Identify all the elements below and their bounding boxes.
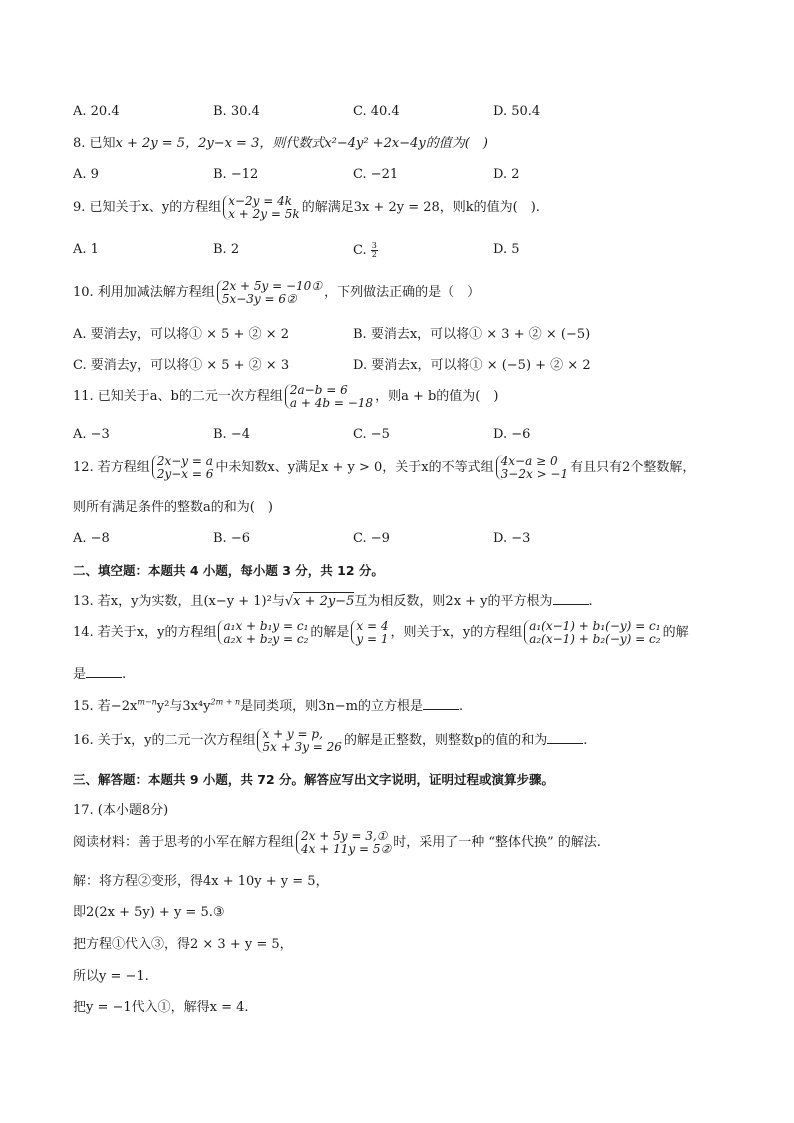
q9-option-a: A. 1 <box>73 242 99 257</box>
q17-step-3: 把方程①代入③，得2 × 3 + y = 5， <box>73 937 293 952</box>
q12-option-a: A. −8 <box>73 531 110 546</box>
q8-option-c: C. −21 <box>353 167 399 182</box>
q14-answer-blank[interactable] <box>86 665 122 678</box>
q13-answer-blank[interactable] <box>553 592 589 605</box>
q14-solution: x = 4 y = 1 <box>351 620 388 645</box>
q17-system: 2x + 5y = 3,① 4x + 11y = 5② <box>296 830 391 855</box>
q11-stem: 11. 已知关于a、b的二元一次方程组 2a−b = 6 a + 4b = −18 ，则a + b的值为( ) <box>73 383 499 410</box>
q16-answer-blank[interactable] <box>547 731 583 744</box>
q10-options-row2 <box>73 354 733 373</box>
q17-title: 17. (本小题8分) <box>73 803 169 818</box>
q9-system: x−2y = 4k x + 2y = 5k <box>223 195 299 220</box>
q9-c-fraction: $\frac{3}{2}$ <box>371 241 377 259</box>
q7-options <box>73 104 733 119</box>
q11-option-b: B. −4 <box>213 427 250 442</box>
q11-system: 2a−b = 6 a + 4b = −18 <box>285 384 373 409</box>
q12-option-b: B. −6 <box>213 531 250 546</box>
q11-options <box>73 427 733 442</box>
q8-option-a: A. 9 <box>73 167 99 182</box>
q13-stem: 13. 若x，y为实数，且(x−y + 1)²与√x + 2y−5互为相反数，则2x + y的平方根为 . <box>73 594 593 609</box>
q10-stem: 10. 利用加减法解方程组 2x + 5y = −10① 5x−3y = 6② ，下列做法正确的是（ ） <box>73 279 481 306</box>
q7-option-d: D. 50.4 <box>493 104 541 119</box>
q11-option-a: A. −3 <box>73 427 110 442</box>
q10-option-b: B. 要消去x，可以将① × 3 + ② × (−5) <box>353 327 591 342</box>
q7-option-c: C. 40.4 <box>353 104 400 119</box>
q9-option-b: B. 2 <box>213 242 240 257</box>
q7-option-a: A. 20.4 <box>73 104 120 119</box>
q12-option-d: D. −3 <box>493 531 531 546</box>
q9-option-c: C. $\frac{3}{2}$ <box>353 241 377 259</box>
q16-stem: 16. 关于x，y的二元一次方程组 x + y = p, 5x + 3y = 26 的解是正整数，则整数p的值的和为 . <box>73 727 588 754</box>
q12-options <box>73 531 733 546</box>
q17-step-5: 把y = −1代入①，解得x = 4. <box>73 1000 249 1015</box>
q12-system: 2x−y = a 2y−x = 6 <box>152 455 214 480</box>
q8-option-b: B. −12 <box>213 167 259 182</box>
q8-options <box>73 167 733 182</box>
q10-option-d: D. 要消去x，可以将① × (−5) + ② × 2 <box>353 358 591 373</box>
q11-option-c: C. −5 <box>353 427 390 442</box>
q17-step-4: 所以y = −1. <box>73 969 149 984</box>
q9-options <box>73 242 733 259</box>
q17-stem: 阅读材料：善于思考的小军在解方程组 2x + 5y = 3,① 4x + 11y = 5② 时，采用了一种 “整体代换” 的解法. <box>73 829 601 856</box>
section-fill-in-heading: 二、填空题：本题共 4 小题，每小题 3 分，共 12 分。 <box>73 563 384 578</box>
q10-option-c: C. 要消去y，可以将① × 5 + ② × 3 <box>73 358 290 373</box>
q10-option-a: A. 要消去y，可以将① × 5 + ② × 2 <box>73 327 290 342</box>
q14-system-1: a₁x + b₁y = c₁ a₂x + b₂y = c₂ <box>218 620 308 645</box>
q15-answer-blank[interactable] <box>423 697 459 710</box>
q14-stem-line2: 是 . <box>73 667 127 682</box>
q10-options-row1 <box>73 323 733 342</box>
q12-stem-line2: 则所有满足条件的整数a的和为( ) <box>73 500 273 515</box>
q14-stem: 14. 若关于x，y的方程组 a₁x + b₁y = c₁ a₂x + b₂y = c₂ 的解是 x = 4 y = 1 ，则关于x，y的方程组 a₁(x−1) + b₁(−y) = c₁ a₂(x−1) + b₂(−y) = c₂ 的解 <box>73 619 689 646</box>
q16-system: x + y = p, 5x + 3y = 26 <box>257 728 341 753</box>
q12-option-c: C. −9 <box>353 531 390 546</box>
q17-step-2: 即2(2x + 5y) + y = 5.③ <box>73 905 225 920</box>
q10-system: 2x + 5y = −10① 5x−3y = 6② <box>217 280 322 305</box>
section-solve-heading: 三、解答题：本题共 9 小题，共 72 分。解答应写出文字说明，证明过程或演算步骤。 <box>73 772 555 787</box>
q9-stem: 9. 已知关于x、y的方程组 x−2y = 4k x + 2y = 5k 的解满足3x + 2y = 28，则k的值为( ). <box>73 194 540 221</box>
q7-option-b: B. 30.4 <box>213 104 260 119</box>
q8-option-d: D. 2 <box>493 167 520 182</box>
q12-stem: 12. 若方程组 2x−y = a 2y−x = 6 中未知数x、y满足x + y > 0，关于x的不等式组 4x−a ≥ 0 3−2x > −1 有且只有2个整数解， <box>73 454 696 481</box>
q15-stem: 15. 若$-2x^{m-n}y^2$与$3x^4y^{2m + n}$是同类项，则3n−m的立方根是 . <box>73 697 464 714</box>
q11-option-d: D. −6 <box>493 427 531 442</box>
q9-option-d: D. 5 <box>493 242 520 257</box>
q14-system-2: a₁(x−1) + b₁(−y) = c₁ a₂(x−1) + b₂(−y) = c₂ <box>524 620 660 645</box>
q8-stem: 8. 已知x + 2y = 5，2y−x = 3，则代数式x²−4y² +2x−4y的值为( ) <box>73 136 488 151</box>
q17-step-1: 解：将方程②变形，得4x + 10y + y = 5， <box>73 874 329 889</box>
q12-inequality-system: 4x−a ≥ 0 3−2x > −1 <box>496 455 568 480</box>
